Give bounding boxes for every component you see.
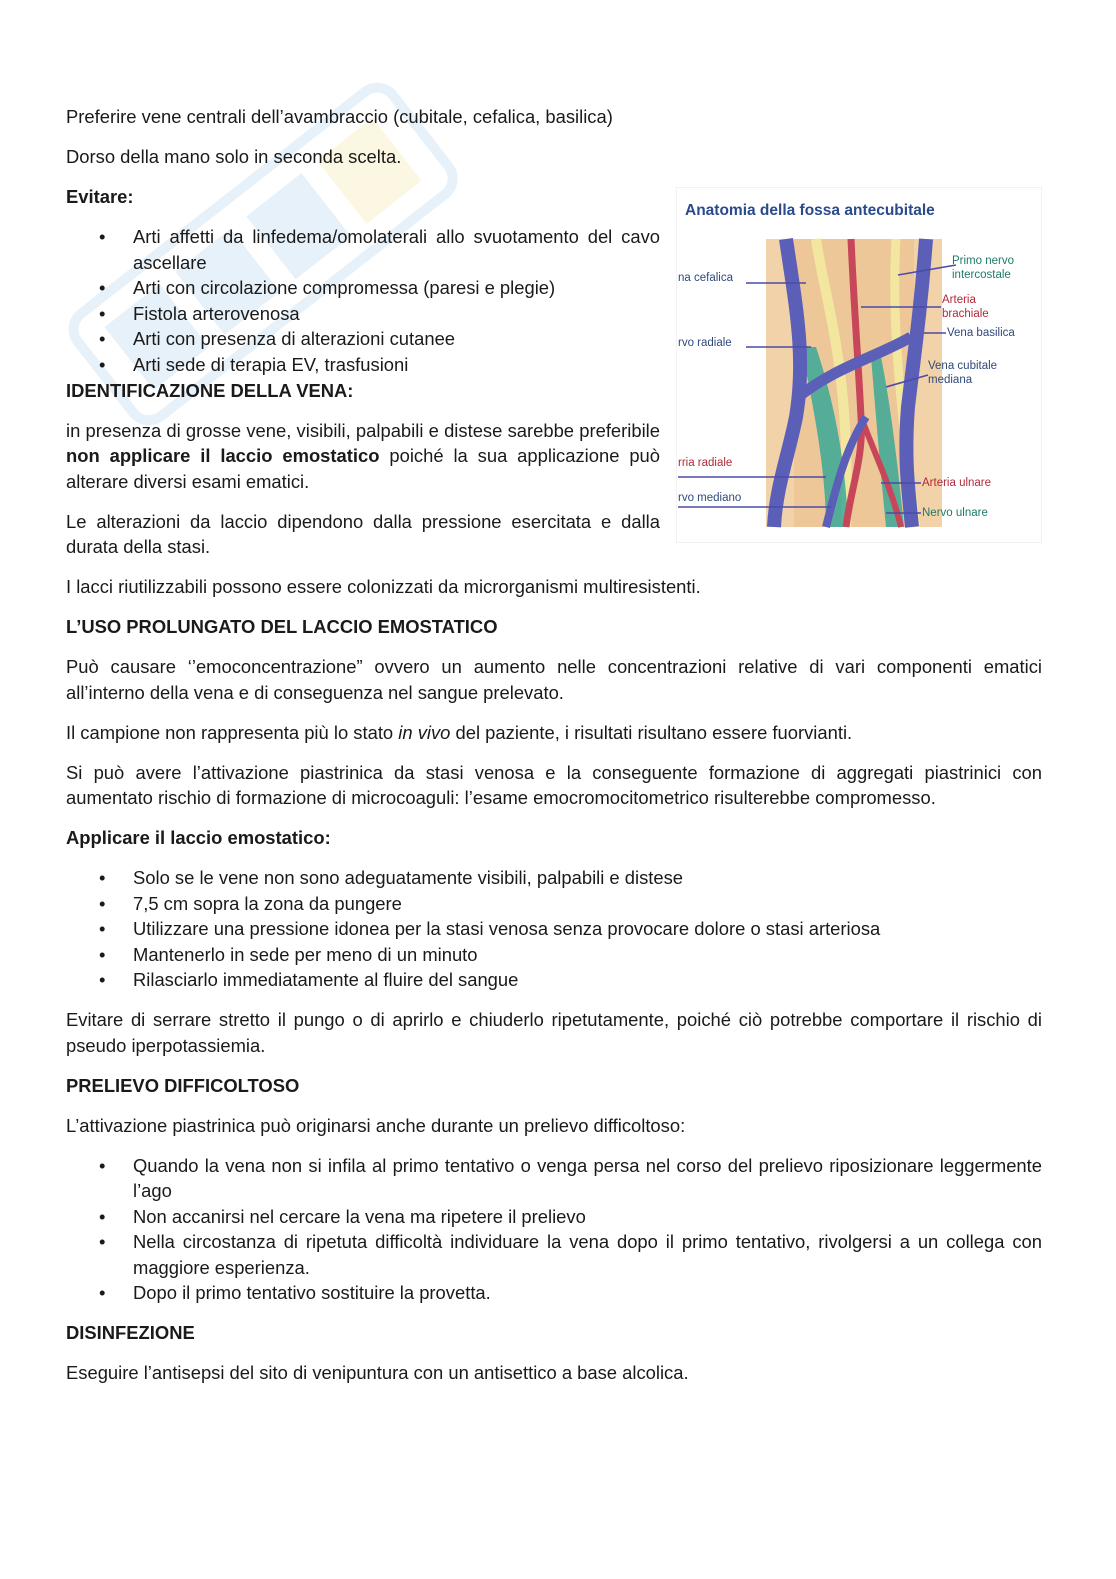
list-item: • Utilizzare una pressione idonea per la stasi venosa senza provocare dolore o stasi arteriosa [66, 916, 1042, 942]
figure-title: Anatomia della fossa antecubitale [685, 202, 935, 219]
intro-line-1: Preferire vene centrali dell’avambraccio (cubitale, cefalica, basilica) [66, 106, 613, 127]
intro-line-2: Dorso della mano solo in seconda scelta. [66, 146, 402, 167]
identificazione-heading: IDENTIFICAZIONE DELLA VENA: [66, 379, 354, 401]
bullet-icon: • [99, 892, 106, 914]
uso-prolungato-paragraph-1: Può causare ‘’emoconcentrazione” ovvero un aumento nelle concentrazioni relative di vari componenti ematici all’interno della vena e di conseguenza nel sangue prelevato. [66, 656, 1042, 703]
identificazione-paragraph-3: I lacci riutilizzabili possono essere colonizzati da microrganismi multiresistenti. [66, 576, 701, 597]
list-item: • Arti con presenza di alterazioni cutanee [66, 326, 660, 352]
bullet-icon: • [99, 226, 106, 247]
antecubital-fossa-illustration [676, 187, 1042, 543]
bullet-icon: • [99, 353, 106, 375]
bullet-icon: • [99, 1154, 106, 1176]
bullet-icon: • [99, 1231, 106, 1252]
label-arteria-brachiale-2: brachiale [942, 308, 989, 320]
list-item: • Arti sede di terapia EV, trasfusioni [66, 352, 660, 378]
applicare-paragraph: Evitare di serrare stretto il pungo o di aprirlo e chiuderlo ripetutamente, poiché ciò potrebbe comportare il rischio di pseudo iperpotassiemia. [66, 1009, 1042, 1056]
label-arteria-ulnare: Arteria ulnare [922, 477, 992, 489]
bullet-icon: • [99, 918, 106, 939]
uso-prolungato-paragraph-2: Il campione non rappresenta più lo stato in vivo del paziente, i risultati risultano essere fuorvianti. [66, 721, 853, 743]
evitare-heading: Evitare: [66, 186, 134, 207]
label-primo-nervo-1: Primo nervo [952, 255, 1014, 267]
list-item: • Arti con circolazione compromessa (paresi e plegie) [66, 275, 660, 301]
identificazione-paragraph-1: in presenza di grosse vene, visibili, palpabili e distese sarebbe preferibile non applicare il laccio emostatico poiché la sua applicazione può alterare diversi esami ematici. [66, 419, 661, 492]
list-item: • Mantenerlo in sede per meno di un minuto [66, 942, 1042, 968]
list-item: • Rilasciarlo immediatamente al fluire del sangue [66, 967, 1042, 993]
label-nervo-mediano: rvo mediano [678, 492, 742, 504]
bullet-icon: • [99, 969, 106, 990]
uso-prolungato-heading: L’USO PROLUNGATO DEL LACCIO EMOSTATICO [66, 616, 498, 637]
label-vena-cefalica: na cefalica [678, 272, 733, 284]
applicare-heading: Applicare il laccio emostatico: [66, 827, 331, 848]
list-item: • Fistola arterovenosa [66, 301, 660, 327]
label-arteria-radiale: rria radiale [678, 457, 733, 469]
label-vena-cubitale-1: Vena cubitale [928, 360, 998, 372]
label-vena-basilica: Vena basilica [947, 327, 1015, 339]
prelievo-heading: PRELIEVO DIFFICOLTOSO [66, 1074, 300, 1096]
bullet-icon: • [99, 328, 106, 349]
list-item: • Non accanirsi nel cercare la vena ma ripetere il prelievo [66, 1204, 1042, 1230]
label-vena-cubitale-2: mediana [928, 374, 973, 386]
uso-prolungato-paragraph-3: Si può avere l’attivazione piastrinica da stasi venosa e la conseguente formazione di aggregati piastrinici con aumentato rischio di formazione di microcoaguli: l’esame emocromocitometrico risulterebbe compromesso. [66, 761, 1042, 808]
label-arteria-brachiale-1: Arteria [942, 294, 976, 306]
bullet-icon: • [99, 302, 106, 324]
bullet-icon: • [99, 867, 106, 888]
disinfezione-paragraph: Eseguire l’antisepsi del sito di venipuntura con un antisettico a base alcolica. [66, 1362, 689, 1383]
list-item: • Quando la vena non si infila al primo tentativo o venga persa nel corso del prelievo riposizionare leggermente l’ago [99, 1154, 1042, 1201]
list-item: • Solo se le vene non sono adeguatamente visibili, palpabili e distese [66, 865, 1042, 891]
list-item: • Nella circostanza di ripetuta difficoltà individuare la vena dopo il primo tentativo, rivolgersi a un collega con maggiore esperienza. [99, 1231, 1042, 1278]
bullet-icon: • [99, 1205, 106, 1227]
list-item: • Dopo il primo tentativo sostituire la provetta. [66, 1280, 1042, 1306]
prelievo-intro: L’attivazione piastrinica può originarsi anche durante un prelievo difficoltoso: [66, 1114, 686, 1136]
label-nervo-radiale: rvo radiale [678, 337, 732, 349]
applicare-list [66, 865, 1042, 993]
identificazione-paragraph-2: Le alterazioni da laccio dipendono dalla pressione esercitata e dalla durata della stasi. [66, 510, 660, 557]
bullet-icon: • [99, 943, 106, 965]
list-item: • 7,5 cm sopra la zona da pungere [66, 891, 1042, 917]
label-nervo-ulnare: Nervo ulnare [922, 507, 988, 519]
disinfezione-heading: DISINFEZIONE [66, 1322, 195, 1343]
evitare-list [66, 224, 660, 377]
list-item: • Arti affetti da linfedema/omolaterali allo svuotamento del cavo ascellare [99, 226, 660, 273]
label-primo-nervo-2: intercostale [952, 269, 1011, 281]
prelievo-list [66, 1153, 1042, 1306]
bullet-icon: • [99, 277, 106, 298]
bullet-icon: • [99, 1282, 106, 1303]
anatomy-figure [676, 187, 1042, 543]
